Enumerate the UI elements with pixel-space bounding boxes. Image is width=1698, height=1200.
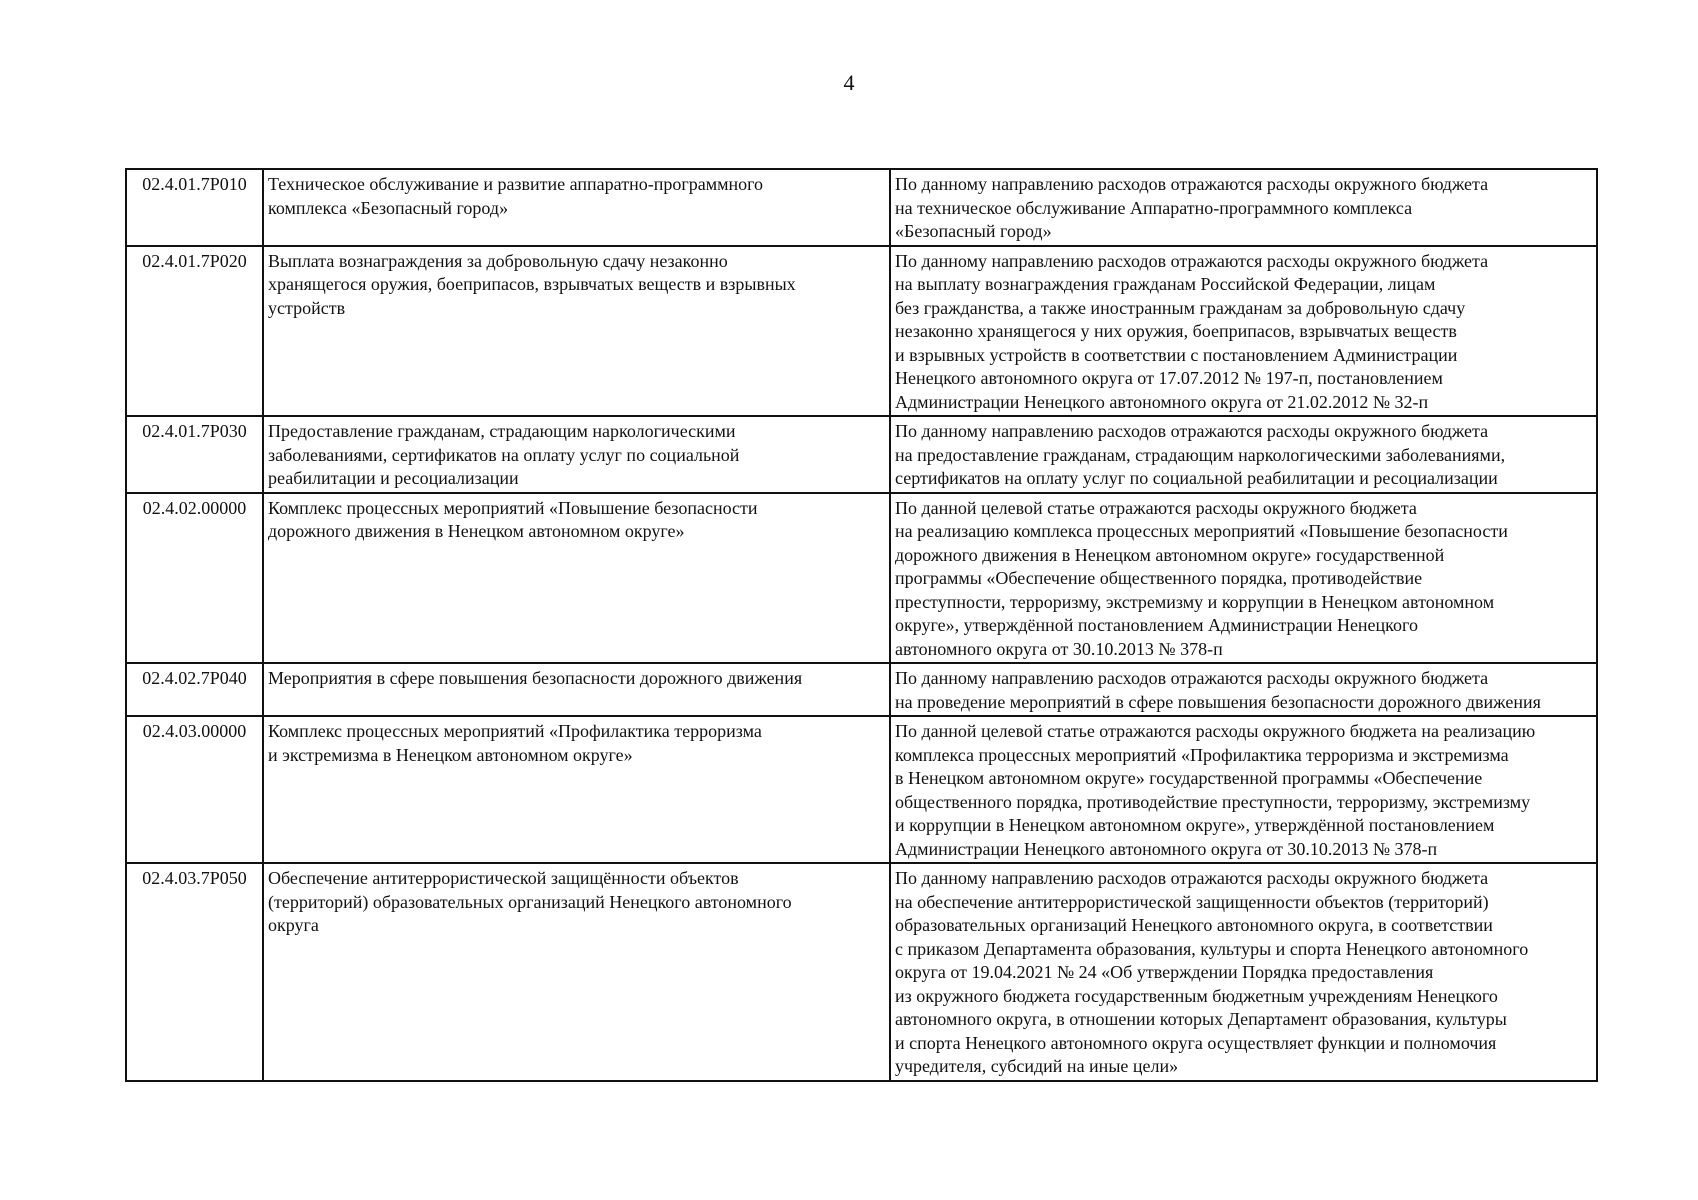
target-article-code: 02.4.02.7Р040 — [126, 663, 263, 716]
expense-description: По данной целевой статье отражаются расходы окружного бюджета на реализацию комплекса процессных мероприятий «Профилактика терроризма и экстремизма в Ненецком автономном округе» государственной программы «Обеспечение общественного порядка, противодействие преступности, терроризму, экстремизму и коррупции в Ненецком автономном округе», утверждённой постановлением Администрации Ненецкого автономного округа от 30.10.2013 № 378-п — [890, 716, 1597, 863]
expense-name: Выплата вознаграждения за добровольную сдачу незаконно хранящегося оружия, боеприпасов, взрывчатых веществ и взрывных устройств — [263, 246, 890, 417]
target-article-code: 02.4.01.7Р010 — [126, 169, 263, 246]
budget-classification-table — [125, 168, 1598, 1082]
expense-name: Обеспечение антитеррористической защищённости объектов (территорий) образовательных организаций Ненецкого автономного округа — [263, 863, 890, 1081]
expense-description: По данному направлению расходов отражаются расходы окружного бюджета на проведение мероприятий в сфере повышения безопасности дорожного движения — [890, 663, 1597, 716]
expense-description: По данной целевой статье отражаются расходы окружного бюджета на реализацию комплекса процессных мероприятий «Повышение безопасности дорожного движения в Ненецком автономном округе» государственной программы «Обеспечение общественного порядка, противодействие преступности, терроризму, экстремизму и коррупции в Ненецком автономном округе», утверждённой постановлением Администрации Ненецкого автономного округа от 30.10.2013 № 378-п — [890, 493, 1597, 664]
expense-name: Техническое обслуживание и развитие аппаратно-программного комплекса «Безопасный город» — [263, 169, 890, 246]
table-row — [126, 246, 1597, 417]
table-row — [126, 663, 1597, 716]
expense-name: Мероприятия в сфере повышения безопасности дорожного движения — [263, 663, 890, 716]
target-article-code: 02.4.02.00000 — [126, 493, 263, 664]
table-row — [126, 169, 1597, 246]
expense-description: По данному направлению расходов отражаются расходы окружного бюджета на техническое обслуживание Аппаратно-программного комплекса «Безопасный город» — [890, 169, 1597, 246]
expense-name: Комплекс процессных мероприятий «Профилактика терроризма и экстремизма в Ненецком автономном округе» — [263, 716, 890, 863]
target-article-code: 02.4.01.7Р030 — [126, 416, 263, 493]
expense-description: По данному направлению расходов отражаются расходы окружного бюджета на предоставление гражданам, страдающим наркологическими заболеваниями, сертификатов на оплату услуг по социальной реабилитации и ресоциализации — [890, 416, 1597, 493]
target-article-code: 02.4.03.7Р050 — [126, 863, 263, 1081]
target-article-code: 02.4.03.00000 — [126, 716, 263, 863]
table-row — [126, 863, 1597, 1081]
target-article-code: 02.4.01.7Р020 — [126, 246, 263, 417]
page-number: 4 — [843, 70, 855, 95]
table-row — [126, 493, 1597, 664]
expense-description: По данному направлению расходов отражаются расходы окружного бюджета на выплату вознаграждения гражданам Российской Федерации, лицам без гражданства, а также иностранным гражданам за добровольную сдачу незаконно хранящегося у них оружия, боеприпасов, взрывчатых веществ и взрывных устройств в соответствии с постановлением Администрации Ненецкого автономного округа от 17.07.2012 № 197-п, постановлением Администрации Ненецкого автономного округа от 21.02.2012 № 32-п — [890, 246, 1597, 417]
expense-name: Комплекс процессных мероприятий «Повышение безопасности дорожного движения в Ненецком автономном округе» — [263, 493, 890, 664]
table-row — [126, 416, 1597, 493]
expense-name: Предоставление гражданам, страдающим наркологическими заболеваниями, сертификатов на оплату услуг по социальной реабилитации и ресоциализации — [263, 416, 890, 493]
table-row — [126, 716, 1597, 863]
expense-description: По данному направлению расходов отражаются расходы окружного бюджета на обеспечение антитеррористической защищенности объектов (территорий) образовательных организаций Ненецкого автономного округа, в соответствии с приказом Департамента образования, культуры и спорта Ненецкого автономного округа от 19.04.2021 № 24 «Об утверждении Порядка предоставления из окружного бюджета государственным бюджетным учреждениям Ненецкого автономного округа, в отношении которых Департамент образования, культуры и спорта Ненецкого автономного округа осуществляет функции и полномочия учредителя, субсидий на иные цели» — [890, 863, 1597, 1081]
